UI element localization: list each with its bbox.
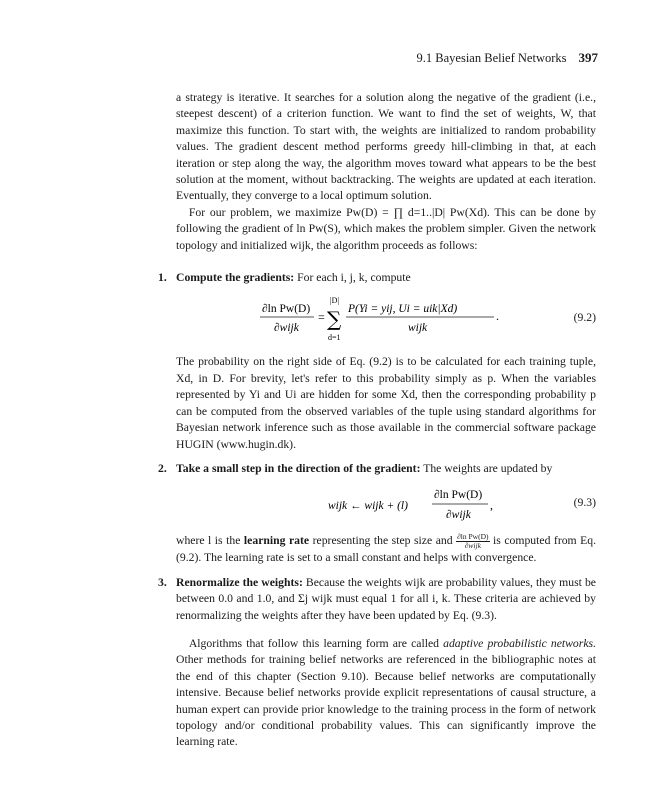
- learning-rate-term: learning rate: [243, 534, 310, 548]
- inline-gradient-fraction: [456, 533, 489, 550]
- eq1-rhs-numerator: P(Yi = yij, Ui = uik|Xd): [348, 303, 458, 316]
- eq1-sum-sign: ∑: [327, 307, 342, 332]
- step-1-number: 1.: [158, 271, 167, 285]
- step-1-lead: For each i, j, k, compute: [297, 271, 411, 285]
- equation-9-3: [176, 483, 596, 529]
- paragraph-3-post: Other methods for training belief networks are referenced in the bibliographic notes at the end of this chapter (Section 9.10). Because belief networks are computationally intensive. Because belief networks provide explicit representations of causal structure, a human expert can provide prior knowledge to the training process in the form of network topology and/or conditional probability values. This can significantly improve the learning rate.: [176, 653, 596, 749]
- step-3: [158, 575, 596, 624]
- paragraph-1: a strategy is iterative. It searches for a solution along the negative of the gradient (i.e., steepest descent) of a criterion function. We want to find the set of weights, W, that maximize this function. To start with, the weights are initialized to random probability values. The gradient descent method performs greedy hill-climbing in that, at each iteration or step along the way, the algorithm moves toward what appears to be the best solution at the moment, without backtracking. The weights are updated at each iteration. Eventually, they converge to a local optimum solution.: [176, 91, 596, 203]
- step-2-lead: The weights are updated by: [423, 461, 553, 475]
- equation-9-2-graphic: [176, 292, 536, 350]
- step-2-title: Take a small step in the direction of the gradient:: [176, 461, 421, 475]
- eq2-frac-denominator: ∂wijk: [446, 509, 471, 522]
- inline-frac-denominator: ∂wijk: [464, 541, 481, 551]
- eq1-sum-lower: d=1: [328, 333, 341, 343]
- step-3-text: Because the weights wijk are probability values, they must be between 0.0 and 1.0, and Σj wijk must equal 1 for all i, k. These criteria are achieved by renormalizing the weights after they have been updated by Eq. (9.3).: [176, 575, 596, 622]
- body-text: [158, 90, 597, 751]
- eq2-lhs: wijk ← wijk + (l): [328, 500, 408, 513]
- paragraph-3: [176, 636, 596, 751]
- equation-9-2-label: (9.2): [573, 311, 596, 325]
- equation-9-2: [176, 292, 596, 350]
- eq1-sum-upper: |D|: [330, 296, 339, 306]
- step-1-title: Compute the gradients:: [176, 271, 295, 285]
- eq1-lhs-numerator: ∂ln Pw(D): [262, 303, 311, 316]
- eq1-period: .: [496, 309, 499, 324]
- paragraph-2: [176, 205, 596, 254]
- inline-frac-numerator: ∂ln Pw(D): [457, 532, 489, 542]
- step-2-where: where l is the: [176, 534, 241, 548]
- algorithm-steps: [158, 270, 597, 624]
- page-number: 397: [578, 50, 598, 65]
- step-1: [158, 270, 596, 453]
- step-3-title: Renormalize the weights:: [176, 575, 303, 589]
- running-header: [417, 50, 598, 66]
- step-2: [158, 461, 597, 567]
- section-title: 9.1 Bayesian Belief Networks: [416, 51, 567, 65]
- paragraph-3-pre: Algorithms that follow this learning form are called: [188, 636, 439, 650]
- paragraph-2-text: For our problem, we maximize Pw(D) = ∏ d=1..|D| Pw(Xd). This can be done by following the gradient of ln Pw(S), which makes the problem simpler. Given the network topology and initialized wijk, the algorithm proceeds as follows:: [176, 205, 596, 252]
- adaptive-networks-term: adaptive probabilistic networks.: [443, 636, 596, 650]
- step-1-explanation: The probability on the right side of Eq. (9.2) is to be calculated for each training tuple, Xd, in D. For brevity, let's refer to this probability simply as p. When the variables represented by Yi and Ui are hidden for some Xd, then the corresponding probability p can be computed from the observed variables of the tuple using standard algorithms for Bayesian network inference such as those available in the commercial software package HUGIN (www.hugin.dk).: [176, 355, 596, 451]
- eq1-lhs-denominator: ∂wijk: [274, 322, 299, 335]
- eq1-equals: =: [318, 310, 325, 325]
- step-2-number: 2.: [158, 461, 167, 475]
- equation-9-3-graphic: [176, 483, 536, 529]
- step-2-mid: representing the step size and: [312, 534, 453, 548]
- step-2-post: is computed from Eq. (9.2). The learning rate is set to a small constant and helps with convergence.: [176, 534, 597, 565]
- equation-9-3-label: (9.3): [573, 496, 596, 510]
- step-3-number: 3.: [158, 575, 167, 589]
- eq2-comma: ,: [490, 498, 493, 513]
- eq1-rhs-denominator: wijk: [408, 322, 428, 335]
- step-2-explanation: [176, 533, 596, 566]
- eq2-frac-numerator: ∂ln Pw(D): [434, 489, 483, 502]
